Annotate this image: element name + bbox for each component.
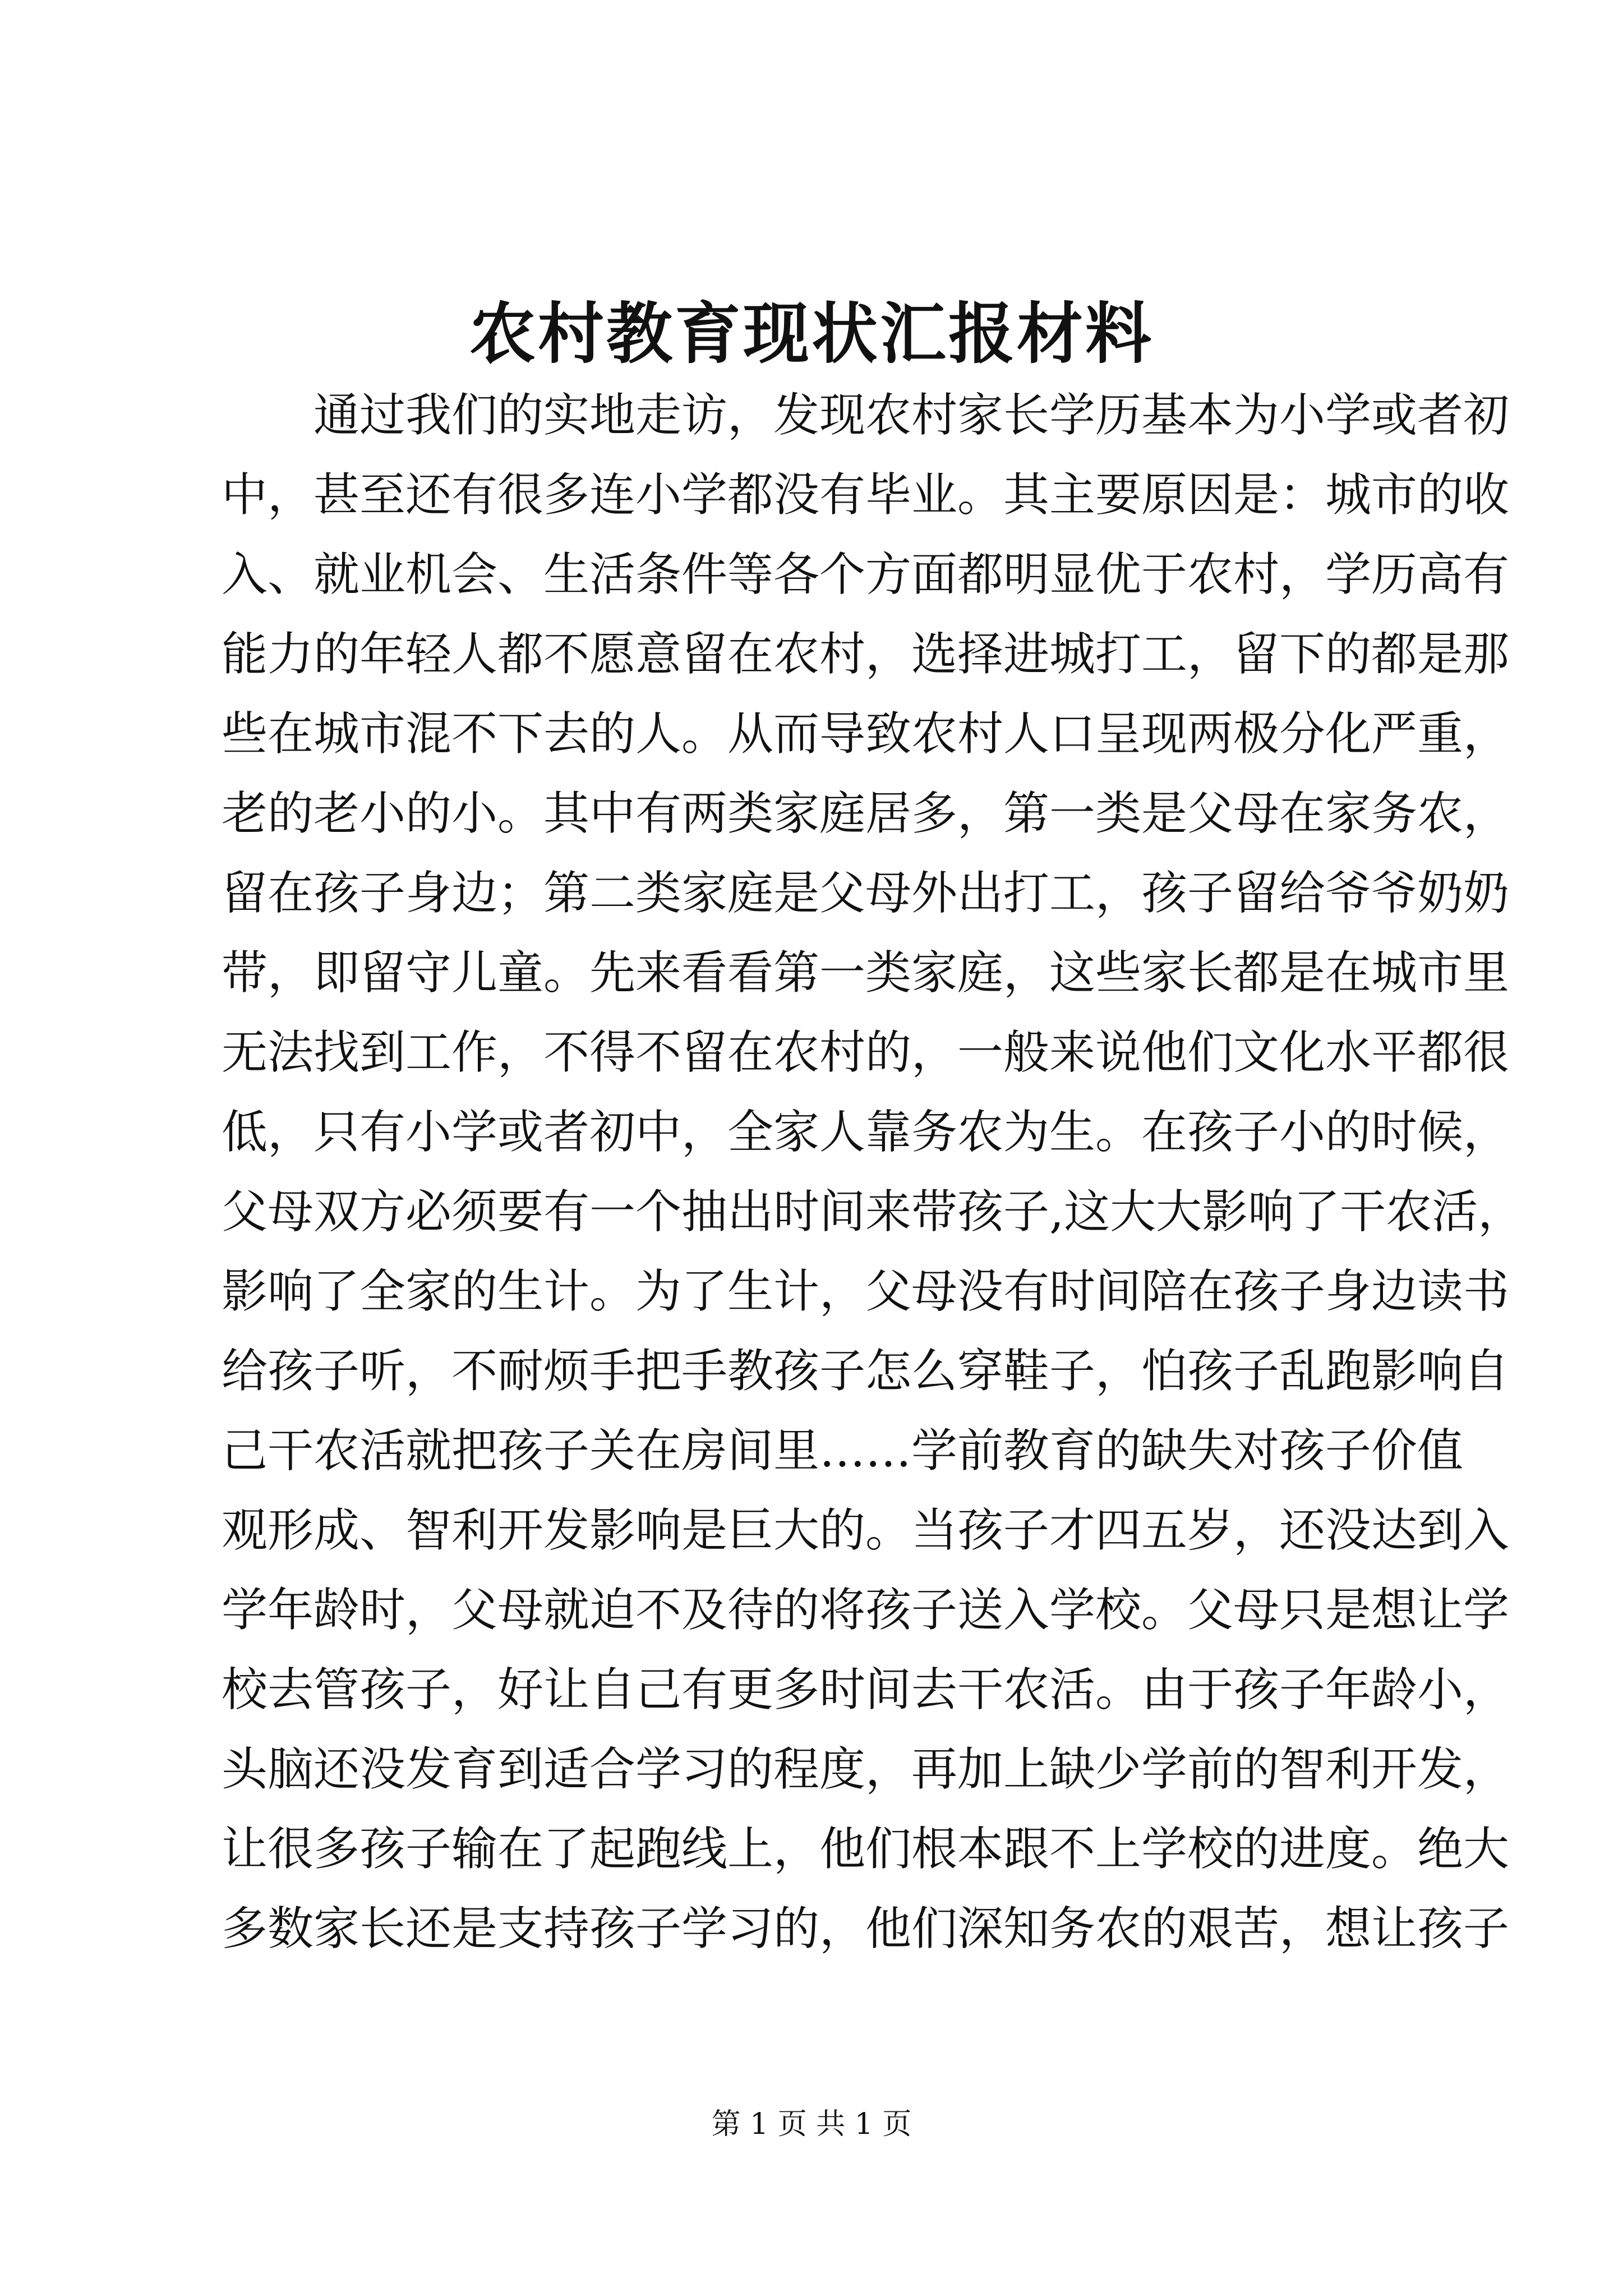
text-line: 学年龄时，父母就迫不及待的将孩子送入学校。父母只是想让学 — [222, 1584, 1510, 1637]
text-line: 低，只有小学或者初中，全家人靠务农为生。在孩子小的时候， — [222, 1106, 1510, 1159]
text-line: 校去管孩子，好让自己有更多时间去干农活。由于孩子年龄小， — [222, 1663, 1510, 1717]
text-line: 老的老小的小。其中有两类家庭居多，第一类是父母在家务农， — [222, 787, 1510, 840]
text-line: 无法找到工作，不得不留在农村的，一般来说他们文化水平都很 — [222, 1026, 1510, 1079]
text-line: 观形成、智利开发影响是巨大的。当孩子才四五岁，还没达到入 — [222, 1504, 1510, 1557]
page-footer: 第 1 页 共 1 页 — [711, 2108, 912, 2141]
text-line: 带，即留守儿童。先来看看第一类家庭，这些家长都是在城市里 — [222, 946, 1510, 1000]
text-line: 入、就业机会、生活条件等各个方面都明显优于农村，学历高有 — [222, 548, 1510, 601]
text-line: 影响了全家的生计。为了生计，父母没有时间陪在孩子身边读书 — [222, 1265, 1510, 1318]
text-line: 头脑还没发育到适合学习的程度，再加上缺少学前的智利开发， — [222, 1743, 1510, 1796]
text-line: 让很多孩子输在了起跑线上，他们根本跟不上学校的进度。绝大 — [222, 1823, 1510, 1876]
text-line: 中，甚至还有很多连小学都没有毕业。其主要原因是：城市的收 — [222, 468, 1510, 522]
text-line: 己干农活就把孩子关在房间里……学前教育的缺失对孩子价值 — [222, 1424, 1464, 1478]
text-line: 多数家长还是支持孩子学习的，他们深知务农的艰苦，想让孩子 — [222, 1902, 1510, 1955]
text-line: 给孩子听，不耐烦手把手教孩子怎么穿鞋子，怕孩子乱跑影响自 — [222, 1345, 1510, 1398]
text-line: 通过我们的实地走访，发现农村家长学历基本为小学或者初 — [313, 389, 1510, 442]
text-line: 留在孩子身边；第二类家庭是父母外出打工，孩子留给爷爷奶奶 — [222, 867, 1510, 920]
body-paragraph — [222, 376, 1524, 1969]
text-line: 能力的年轻人都不愿意留在农村，选择进城打工，留下的都是那 — [222, 628, 1510, 681]
document-title: 农村教育现状汇报材料 — [469, 295, 1154, 372]
text-line: 些在城市混不下去的人。从而导致农村人口呈现两极分化严重， — [222, 707, 1510, 761]
text-line: 父母双方必须要有一个抽出时间来带孩子,这大大影响了干农活， — [222, 1185, 1524, 1239]
